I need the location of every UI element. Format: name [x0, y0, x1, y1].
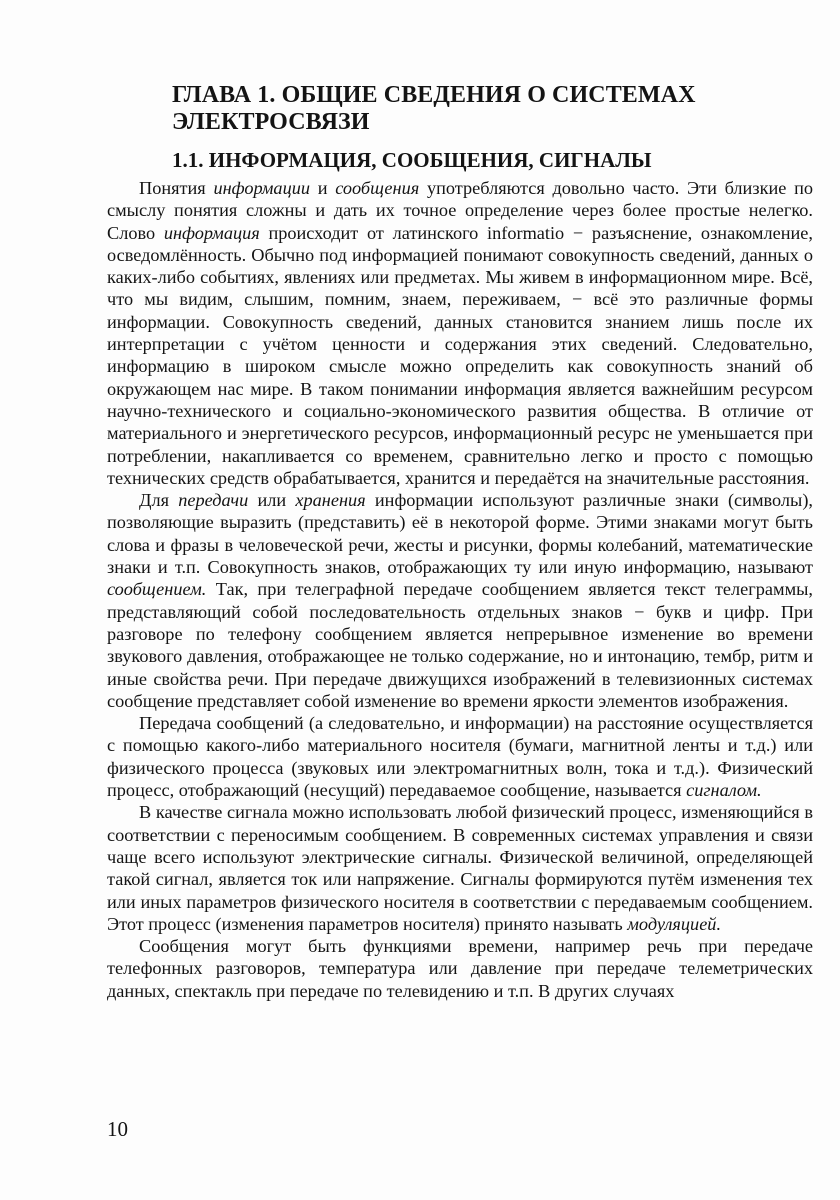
text-run: Так, при телеграфной передаче сообщением является текст телеграммы, представляющий собой последовательность отдельных знаков − букв и цифр. При разговоре по телефону сообщением является непрерывное изменение во времени звукового давления, отображающее не только содержание, но и интонацию, тембр, ритм и иные свойства речи. При передаче движущихся изображений в телевизионных системах сообщение представляет собой изменение во времени яркости элементов изображения.	[107, 579, 813, 711]
text-run: Сообщения могут быть функциями времени, например речь при передаче телефонных разговоров, температура или давление при передаче телеметрических данных, спектакль при передаче по телевидению и т.п. В других случаях	[107, 936, 813, 1001]
text-run: Передача сообщений (а следовательно, и информации) на расстояние осуществляется с помощью какого-либо материального носителя (бумаги, магнитной ленты и т.д.) или физического процесса (звуковых или электромагнитных волн, тока и т.д.). Физический процесс, отображающий (несущий) передаваемое сообщение, называется	[107, 713, 813, 801]
text-run: информации используют различные знаки (символы), позволяющие выразить (представить) её в некоторой форме. Этими знаками могут быть слова и фразы в человеческой речи, жесты и рисунки, формы колебаний, математические знаки и т.п. Совокупность знаков, отображающих ту или иную информацию, называют	[107, 490, 813, 578]
italic-term: передачи	[178, 490, 249, 511]
text-run: и	[310, 178, 336, 198]
italic-term: сигналом.	[686, 780, 762, 801]
text-run: или	[248, 490, 296, 511]
italic-term: информации	[213, 178, 310, 198]
paragraph	[107, 712, 813, 801]
text-run: Для	[139, 490, 179, 511]
paragraph	[107, 489, 813, 712]
body-text	[107, 177, 813, 1002]
text-run: происходит от латинского informatio − разъяснение, ознакомление, осведомлённость. Обычно под информацией понимают совокупность сведений, данных о каких-либо событиях, явлениях или предметах. Мы живем в информационном мире. Всё, что мы видим, слышим, помним, знаем, переживаем, − всё это различные формы информации. Совокупность сведений, данных становится знанием лишь после их интерпретации с учётом ценности и содержания этих сведений. Следовательно, информацию в широком смысле можно определить как совокупность знаний об окружающем нас мире. В таком понимании информация является важнейшим ресурсом научно-технического и социально-экономического развития общества. В отличие от материального и энергетического ресурсов, информационный ресурс не уменьшается при потреблении, накапливается со временем, сравнительно легко и просто с помощью технических средств обрабатывается, хранится и передаётся на значительные расстояния.	[107, 222, 813, 488]
italic-term: сообщения	[335, 178, 420, 198]
italic-term: модуляцией.	[627, 913, 722, 934]
chapter-title: ГЛАВА 1. ОБЩИЕ СВЕДЕНИЯ О СИСТЕМАХ ЭЛЕКТРОСВЯЗИ	[172, 82, 696, 135]
italic-term: хранения	[295, 490, 366, 511]
paragraph	[107, 177, 813, 489]
text-run: употребляются довольно часто. Эти близкие по смыслу понятия сложны и дать их точное определение через более простые нелегко. Слово	[107, 178, 813, 243]
paragraph	[107, 801, 813, 935]
page-number: 10	[107, 1117, 128, 1141]
section-title: 1.1. ИНФОРМАЦИЯ, СООБЩЕНИЯ, СИГНАЛЫ	[172, 148, 652, 172]
paragraph	[107, 935, 813, 1002]
italic-term: информация	[163, 222, 260, 243]
text-run: В качестве сигнала можно использовать любой физический процесс, изменяющийся в соответствии с переносимым сообщением. В современных системах управления и связи чаще всего используют электрические сигналы. Физической величиной, определяющей такой сигнал, является ток или напряжение. Сигналы формируются путём изменения тех или иных параметров физического носителя в соответствии с передаваемым сообщением. Этот процесс (изменения параметров носителя) принято называть	[107, 802, 813, 934]
italic-term: сообщением.	[107, 579, 207, 600]
text-run: Понятия	[139, 178, 214, 198]
